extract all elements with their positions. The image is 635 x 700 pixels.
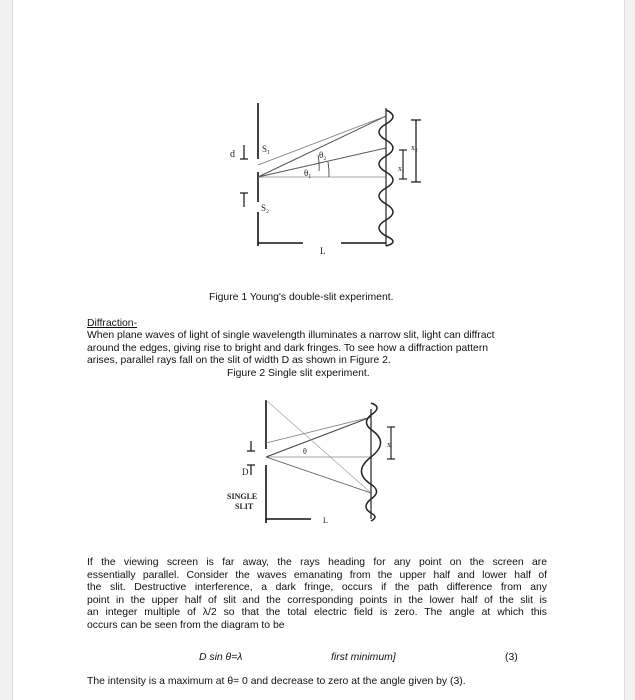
body-line: the slit. Destructive interference, a dark fringe, occurs if the path difference from any (87, 582, 547, 594)
body-line: If the viewing screen is far away, the rays heading for any point on the screen are (87, 557, 547, 568)
x1-label: x₁ (398, 164, 405, 173)
document-page (12, 0, 625, 700)
diffraction-line: arises, parallel rays fall on the slit of width D as shown in Figure 2. (87, 355, 391, 367)
figure1-caption: Figure 1 Young's double-slit experiment. (209, 292, 394, 303)
equation-note: first minimum] (331, 652, 396, 663)
fig1-L-label: L (320, 246, 326, 256)
x2-label: x₂ (411, 143, 418, 152)
body-line-last: occurs can be seen from the diagram to be (87, 620, 285, 631)
final-line: The intensity is a maximum at θ= 0 and decrease to zero at the angle given by (3). (87, 676, 466, 687)
x-label: x (387, 440, 391, 449)
single-label: SINGLE (227, 492, 258, 501)
body-line: an integer multiple of λ/2 so that the total electric field is zero. The angle at which this (87, 607, 547, 619)
figure2-caption: Figure 2 Single slit experiment. (227, 368, 370, 379)
diffraction-line: When plane waves of light of single wavelength illuminates a narrow slit, light can diffract (87, 330, 495, 341)
s2-label: S₂ (261, 203, 270, 213)
diffraction-line: around the edges, giving rise to bright and dark fringes. To see how a diffraction pattern (87, 342, 489, 354)
d-label: d (230, 149, 235, 160)
body-line: point in the upper half of slit and the corresponding points in the lower half of the slit is (87, 594, 547, 606)
single-slit-diagram (211, 395, 411, 530)
theta-label: θ (303, 447, 307, 456)
fig2-L-label: L (323, 516, 328, 525)
D-label: D (242, 467, 249, 477)
theta1-label: θ₁ (304, 168, 312, 178)
diffraction-heading: Diffraction- (87, 318, 138, 329)
diffraction-paragraph (87, 330, 495, 368)
body-line: essentially parallel. Consider the waves emanating from the upper half and lower half of (87, 569, 547, 581)
body-paragraph (87, 557, 547, 620)
double-slit-diagram (203, 98, 443, 258)
equation-number: (3) (505, 652, 518, 663)
s1-label: S₁ (262, 144, 271, 154)
equation-expr: D sin θ=λ (199, 652, 243, 663)
theta2-label: θ₂ (319, 150, 327, 160)
slit-label: SLIT (235, 502, 254, 511)
